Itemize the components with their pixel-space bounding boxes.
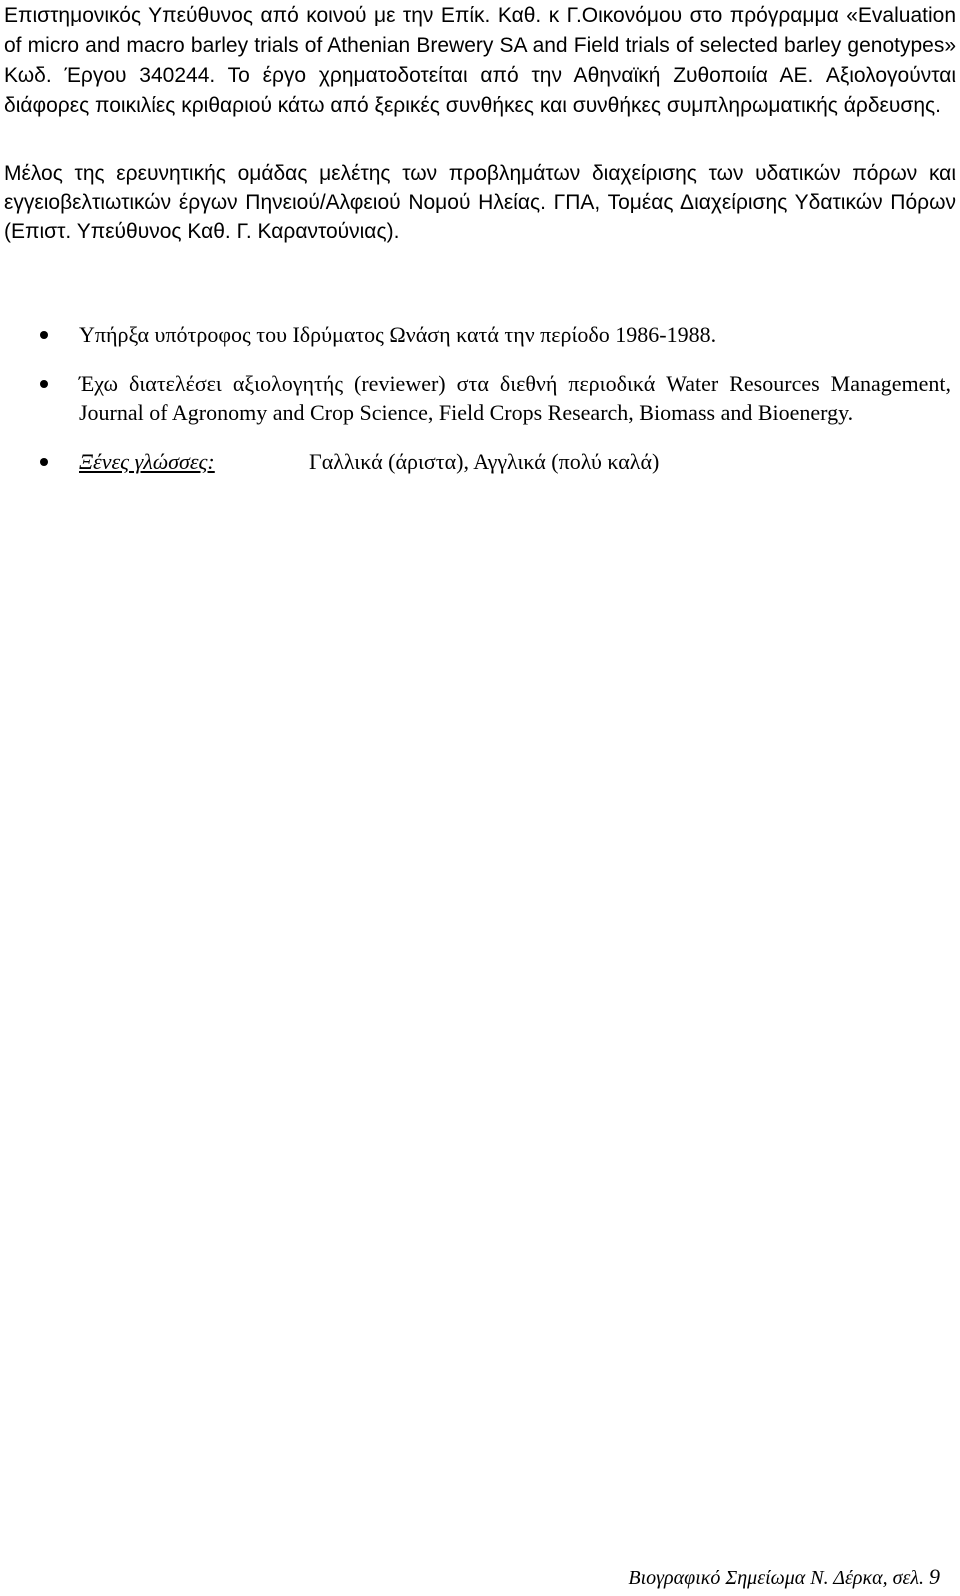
bullet-icon bbox=[40, 458, 48, 466]
project-description: Επιστημονικός Υπεύθυνος από κοινού με την Επίκ. Καθ. κ Γ.Οικονόμου στο πρόγραμμα «Evaluation of micro and macro barley trials of Athenian Brewery SA and Field trials of selected barley genotypes» Κωδ. Έργου 340244. Το έργο χρηματοδοτείται από την Αθηναϊκή Ζυθοποιία ΑΕ. bbox=[4, 4, 956, 87]
research-team-paragraph: Μέλος της ερευνητικής ομάδας μελέτης των προβλημάτων διαχείρισης των υδατικών πόρων και εγγειοβελτιωτικών έργων Πηνειού/Αλφειού Νομού Ηλείας. ΓΠΑ, Τομέας Διαχείρισης Υδατικών Πόρων (Επιστ. Υπεύθυνος Καθ. Γ. Καραντούνιας). bbox=[4, 162, 956, 243]
page-number: 9 bbox=[929, 1564, 940, 1589]
bullet-list bbox=[0, 320, 960, 496]
project-paragraph bbox=[4, 0, 956, 120]
list-item bbox=[0, 320, 951, 349]
list-item bbox=[0, 369, 951, 427]
languages-label: Ξένες γλώσσες: bbox=[79, 449, 215, 474]
list-item bbox=[0, 447, 951, 476]
scholarship-text: Υπήρξα υπότροφος του Ιδρύματος Ωνάση κατά την περίοδο 1986-1988. bbox=[79, 322, 717, 347]
bullet-icon bbox=[40, 331, 48, 339]
page-footer bbox=[628, 1565, 940, 1590]
project-detail: Αξιολογούνται διάφορες ποικιλίες κριθαριού κάτω από ξερικές συνθήκες και συνθήκες συμπληρωματικής άρδευσης. bbox=[4, 64, 957, 117]
languages-value: Γαλλικά (άριστα), Αγγλικά (πολύ καλά) bbox=[309, 449, 660, 474]
reviewer-text: Έχω διατελέσει αξιολογητής (reviewer) στα διεθνή περιοδικά Water Resources Management, Journal of Agronomy and Crop Science, Field Crops Research, Biomass and Bioenergy. bbox=[79, 371, 951, 425]
bullet-icon bbox=[40, 380, 48, 388]
footer-text: Βιογραφικό Σημείωμα Ν. Δέρκα, σελ. bbox=[628, 1567, 924, 1589]
